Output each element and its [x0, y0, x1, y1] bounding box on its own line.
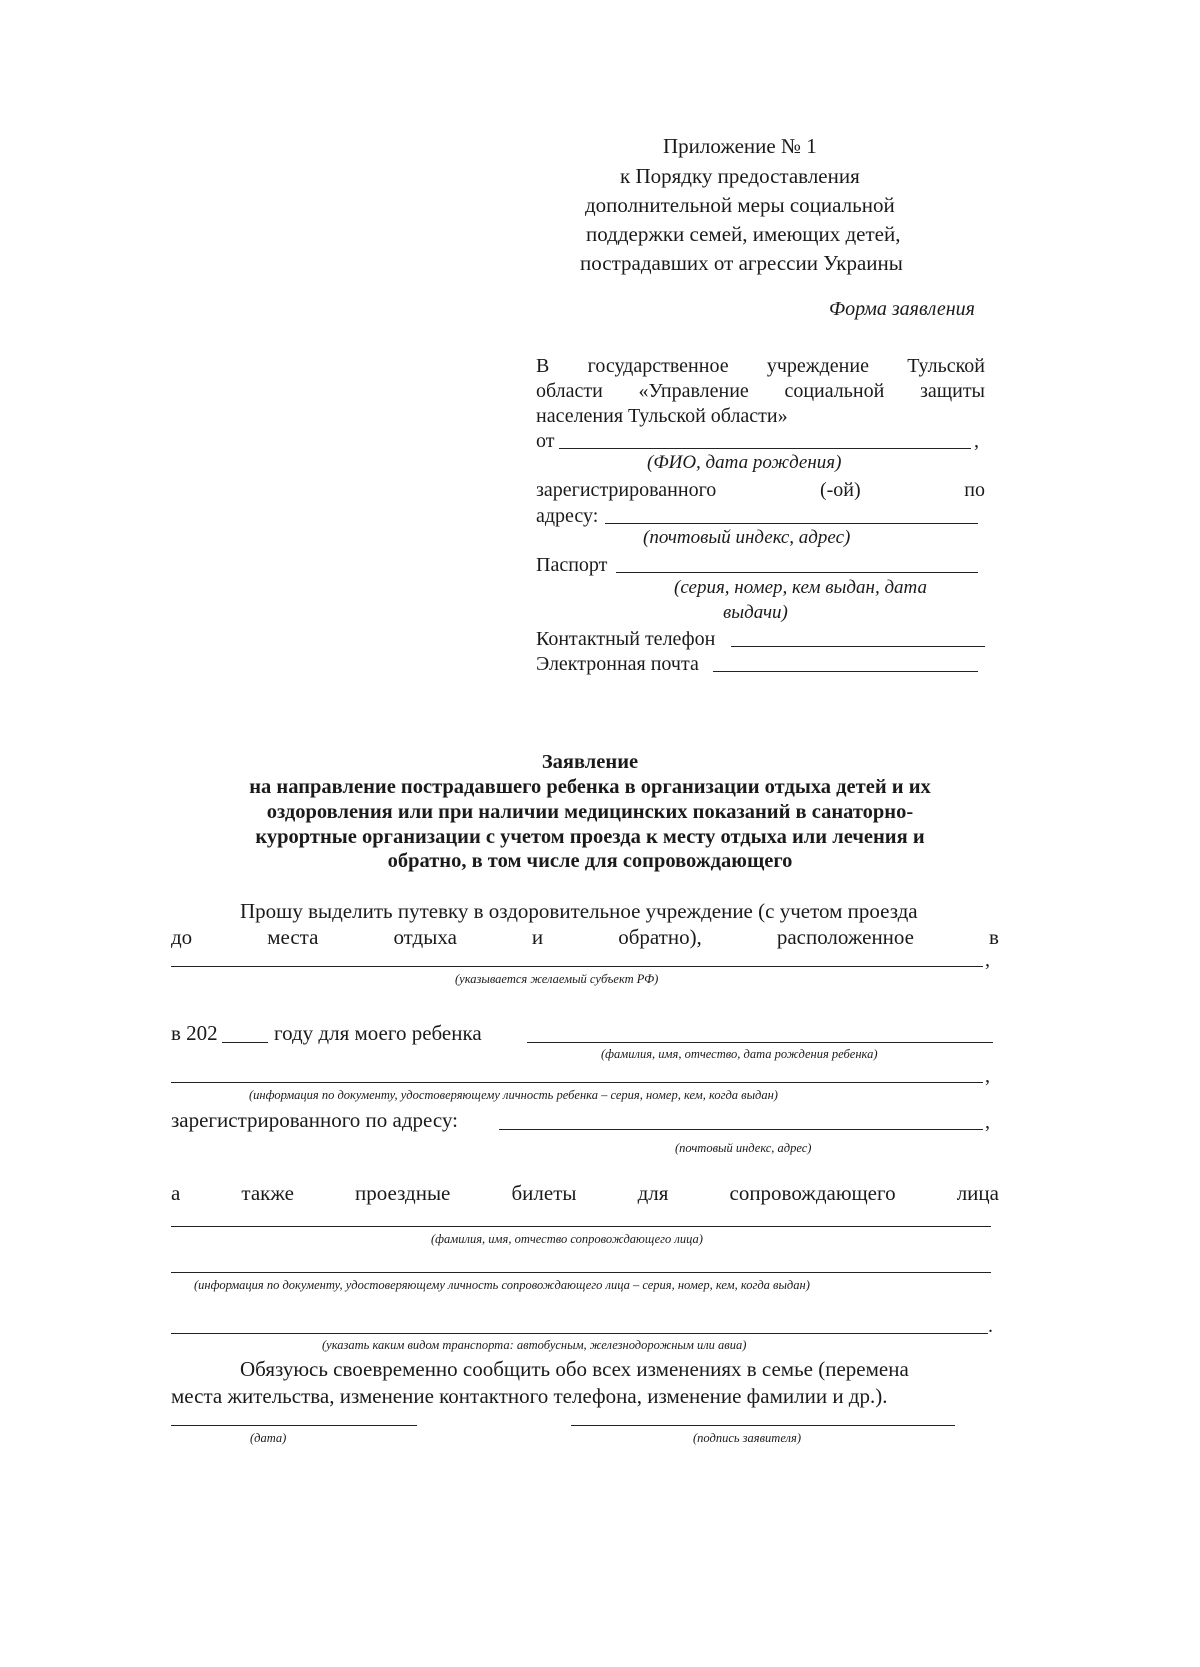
fio-field[interactable]	[559, 448, 971, 449]
appendix-line: поддержки семей, имеющих детей,	[586, 222, 901, 246]
passport-caption: (серия, номер, кем выдан, дата	[674, 577, 928, 598]
word: зарегистрированного	[536, 479, 717, 501]
word: также	[241, 1181, 294, 1205]
address-caption: (почтовый индекс, адрес)	[643, 527, 851, 548]
from-comma: ,	[974, 430, 979, 452]
word: места	[267, 925, 319, 949]
obligation-line: места жительства, изменение контактного телефона, изменение фамилии и др.).	[171, 1384, 888, 1408]
statement-title: Заявление	[541, 751, 639, 773]
request-line-2	[171, 924, 999, 950]
child-address-field[interactable]	[499, 1129, 983, 1130]
child-address-label: зарегистрированного по адресу:	[171, 1108, 458, 1132]
addressee-line-2	[536, 379, 985, 403]
signature-caption: (подпись заявителя)	[693, 1431, 801, 1445]
region-field[interactable]	[171, 966, 983, 967]
word: Тульской	[907, 355, 985, 377]
child-document-comma: ,	[985, 1065, 990, 1087]
word: для	[637, 1181, 669, 1205]
transport-period: .	[988, 1315, 993, 1337]
year-prefix: в 202	[171, 1021, 218, 1045]
from-label: от	[536, 430, 555, 452]
fio-caption: (ФИО, дата рождения)	[647, 452, 842, 473]
escort-name-field[interactable]	[171, 1226, 991, 1227]
passport-caption: выдачи)	[723, 602, 788, 623]
signature-field[interactable]	[571, 1425, 955, 1426]
year-field[interactable]	[222, 1042, 268, 1043]
passport-label: Паспорт	[536, 554, 608, 576]
addressee-line-1	[536, 354, 985, 378]
child-document-caption: (информация по документу, удостоверяющему личность ребенка – серия, номер, кем, когда выдан)	[249, 1088, 778, 1102]
phone-label: Контактный телефон	[536, 628, 716, 650]
request-line: Прошу выделить путевку в оздоровительное учреждение (с учетом проезда	[240, 899, 918, 923]
word: расположенное	[776, 925, 914, 949]
appendix-title: Приложение № 1	[663, 134, 817, 158]
address-label: адресу:	[536, 505, 599, 527]
word: в	[989, 925, 999, 949]
word: по	[964, 479, 985, 501]
word: В	[536, 355, 550, 377]
email-label: Электронная почта	[536, 653, 699, 675]
child-address-caption: (почтовый индекс, адрес)	[675, 1141, 812, 1155]
escort-document-caption: (информация по документу, удостоверяющему личность сопровождающего лица – серия, номер, кем, когда выдан)	[194, 1278, 810, 1292]
statement-subtitle: на направление пострадавшего ребенка в организации отдыха детей и их	[249, 776, 931, 798]
child-address-comma: ,	[985, 1111, 990, 1133]
obligation-line: Обязуюсь своевременно сообщить обо всех изменениях в семье (перемена	[240, 1357, 909, 1381]
statement-subtitle: оздоровления или при наличии медицинских показаний в санаторно-	[266, 801, 914, 823]
child-document-field[interactable]	[171, 1082, 983, 1083]
region-comma: ,	[985, 949, 990, 971]
word: обратно),	[618, 925, 702, 949]
form-label: Форма заявления	[829, 298, 975, 320]
word: до	[171, 925, 193, 949]
date-field[interactable]	[171, 1425, 417, 1426]
word: сопровождающего	[729, 1181, 896, 1205]
escort-caption: (фамилия, имя, отчество сопровождающего лица)	[431, 1232, 703, 1246]
word: лица	[956, 1181, 999, 1205]
transport-caption: (указать каким видом транспорта: автобусным, железнодорожным или авиа)	[322, 1338, 747, 1352]
region-caption: (указывается желаемый субъект РФ)	[455, 972, 659, 986]
appendix-line: к Порядку предоставления	[620, 164, 860, 188]
word: «Управление	[638, 380, 749, 402]
word: отдыха	[393, 925, 457, 949]
word: учреждение	[766, 355, 869, 377]
email-field[interactable]	[713, 671, 978, 672]
appendix-line: пострадавших от агрессии Украины	[580, 251, 903, 275]
word: билеты	[511, 1181, 577, 1205]
word: и	[531, 925, 544, 949]
transport-field[interactable]	[171, 1333, 988, 1334]
phone-field[interactable]	[731, 646, 985, 647]
escort-document-field[interactable]	[171, 1272, 991, 1273]
address-field[interactable]	[605, 523, 978, 524]
child-name-field[interactable]	[527, 1042, 993, 1043]
word: защиты	[919, 380, 985, 402]
word: проездные	[355, 1181, 451, 1205]
word: а	[171, 1181, 181, 1205]
appendix-line: дополнительной меры социальной	[585, 193, 895, 217]
word: области	[536, 380, 603, 402]
addressee-line-3: населения Тульской области»	[536, 405, 788, 427]
passport-field[interactable]	[616, 572, 978, 573]
statement-subtitle: курортные организации с учетом проезда к месту отдыха или лечения и	[255, 826, 925, 848]
registered-line	[536, 478, 985, 502]
statement-subtitle: обратно, в том числе для сопровождающего	[387, 850, 793, 872]
child-caption: (фамилия, имя, отчество, дата рождения ребенка)	[601, 1047, 878, 1061]
year-suffix: году для моего ребенка	[274, 1021, 482, 1045]
tickets-line	[171, 1180, 999, 1206]
word: социальной	[784, 380, 885, 402]
date-caption: (дата)	[250, 1431, 287, 1445]
word: государственное	[587, 355, 729, 377]
word: (-ой)	[819, 479, 861, 501]
